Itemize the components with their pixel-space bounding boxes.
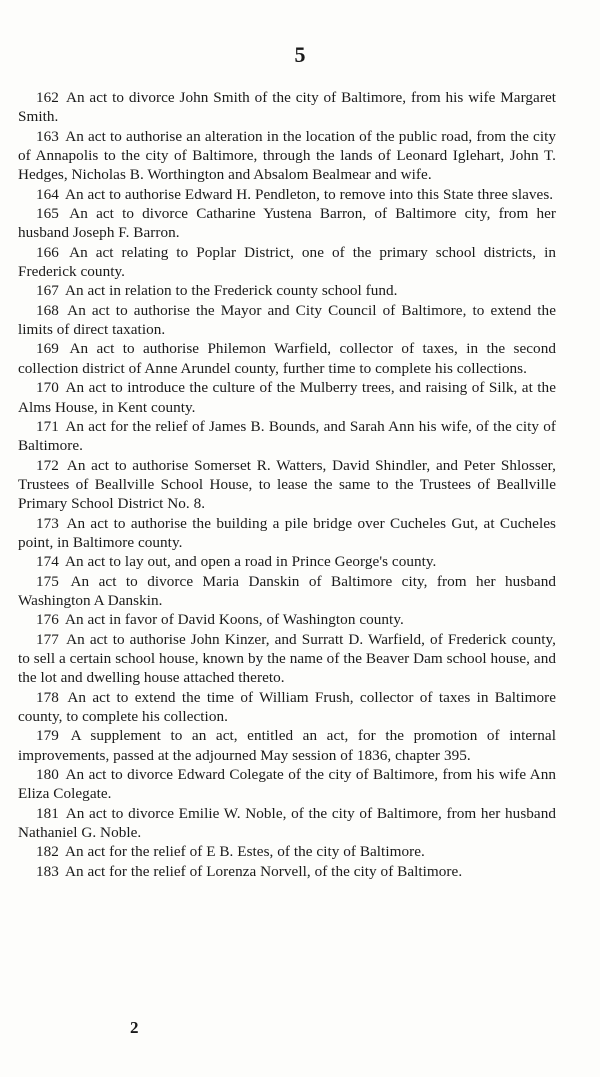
act-entry (18, 862, 556, 881)
act-entry (18, 688, 556, 727)
act-number: 183 (36, 862, 59, 880)
act-number: 164 (36, 185, 59, 203)
act-entry (18, 243, 556, 282)
act-number: 169 (36, 340, 59, 358)
act-text: An act to extend the time of William Frush, collector of taxes in Baltimore county, to complete his collection. (18, 688, 556, 725)
act-number: 174 (36, 553, 59, 571)
act-number: 173 (36, 514, 59, 532)
act-text: An act to introduce the culture of the Mulberry trees, and raising of Silk, at the Alms House, in Kent county. (18, 379, 556, 416)
act-text: An act to divorce Edward Colegate of the city of Baltimore, from his wife Ann Eliza Colegate. (18, 766, 556, 803)
act-text: An act in favor of David Koons, of Washington county. (64, 611, 404, 629)
act-entry (18, 514, 556, 553)
act-number: 181 (36, 804, 59, 822)
act-entry (18, 842, 556, 861)
act-entry (18, 281, 556, 300)
act-text: An act to divorce Emilie W. Noble, of the city of Baltimore, from her husband Nathaniel G. Noble. (18, 804, 557, 842)
act-entry (18, 804, 556, 843)
act-number: 171 (36, 417, 59, 435)
act-entry (18, 88, 556, 127)
act-text: An act for the relief of James B. Bounds, and Sarah Ann his wife, of the city of Baltimore. (18, 417, 556, 455)
act-text: An act to authorise Somerset R. Watters, David Shindler, and Peter Shlosser, Trustees of Beallville School House, to lease the same to the Trustees of Beallville Primary School District No. 8. (18, 456, 556, 513)
act-number: 175 (36, 572, 59, 590)
act-entry (18, 339, 556, 378)
act-number: 168 (36, 301, 59, 319)
act-entry (18, 572, 556, 611)
act-entry (18, 552, 556, 571)
act-text: An act to authorise the building a pile bridge over Cucheles Gut, at Cucheles point, in Baltimore county. (18, 514, 556, 551)
act-entry (18, 726, 556, 765)
act-entry (18, 765, 556, 804)
act-number: 180 (36, 766, 59, 784)
acts-list (18, 88, 556, 881)
act-text: An act for the relief of Lorenza Norvell, of the city of Baltimore. (64, 862, 463, 880)
act-entry (18, 610, 556, 629)
act-entry (18, 301, 556, 340)
act-text: An act to lay out, and open a road in Prince George's county. (64, 553, 437, 571)
act-text: An act relating to Poplar District, one of the primary school districts, in Frederick county. (18, 243, 556, 281)
act-entry (18, 127, 556, 185)
act-number: 177 (36, 630, 59, 648)
act-entry (18, 204, 556, 243)
act-number: 179 (36, 727, 59, 745)
act-number: 170 (36, 379, 59, 397)
act-entry (18, 378, 556, 417)
act-entry (18, 630, 556, 688)
act-number: 172 (36, 456, 59, 474)
act-text: A supplement to an act, entitled an act, for the promotion of internal improvements, passed at the adjourned May session of 1836, chapter 395. (18, 727, 556, 764)
act-text: An act to divorce Maria Danskin of Baltimore city, from her husband Washington A Danskin. (18, 572, 556, 609)
act-text: An act for the relief of E B. Estes, of the city of Baltimore. (64, 843, 425, 861)
act-number: 176 (36, 611, 59, 629)
act-text: An act to divorce Catharine Yustena Barron, of Baltimore city, from her husband Joseph F. Barron. (18, 205, 557, 242)
act-number: 165 (36, 205, 59, 223)
act-text: An act in relation to the Frederick county school fund. (64, 282, 398, 300)
act-text: An act to authorise John Kinzer, and Surratt D. Warfield, of Frederick county, to sell a certain school house, known by the name of the Beaver Dam school house, and the lot and dwelling house attached thereto. (18, 630, 556, 687)
act-text: An act to authorise the Mayor and City Council of Baltimore, to extend the limits of direct taxation. (18, 301, 556, 339)
act-number: 182 (36, 843, 59, 861)
act-text: An act to authorise Edward H. Pendleton, to remove into this State three slaves. (64, 185, 554, 203)
act-text: An act to authorise an alteration in the location of the public road, from the city of Annapolis to the city of Baltimore, through the lands of Leonard Iglehart, John T. Hedges, Nicholas B. Worthington and Absalom Bealmear and wife. (18, 127, 556, 184)
act-number: 162 (36, 89, 59, 106)
act-text: An act to divorce John Smith of the city of Baltimore, from his wife Margaret Smith. (18, 89, 556, 126)
signature-mark: 2 (130, 1018, 139, 1037)
act-entry (18, 417, 556, 456)
act-number: 167 (36, 282, 59, 300)
act-number: 166 (36, 243, 59, 261)
act-number: 178 (36, 688, 59, 706)
act-number: 163 (36, 127, 59, 145)
act-entry (18, 185, 556, 204)
act-entry (18, 456, 556, 514)
act-text: An act to authorise Philemon Warfield, collector of taxes, in the second collection district of Anne Arundel county, further time to complete his collections. (18, 340, 556, 377)
page-number: 5 (294, 42, 306, 67)
